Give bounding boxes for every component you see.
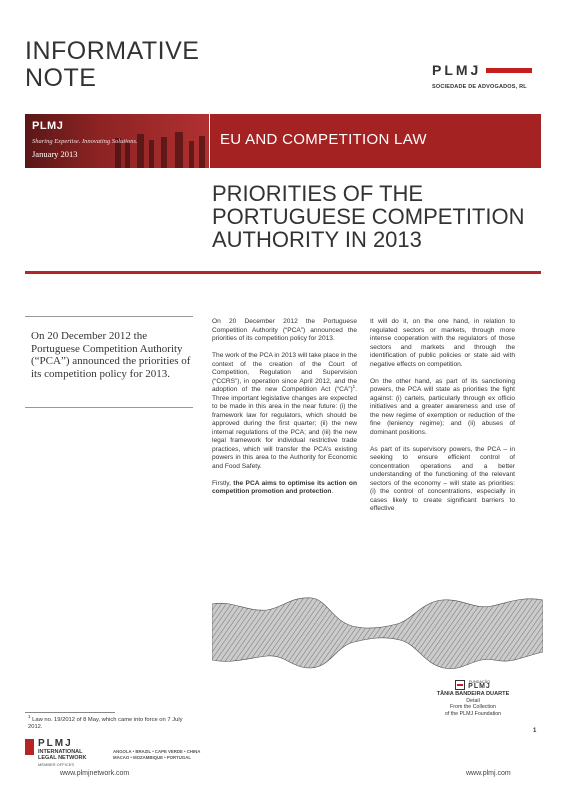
logo-text: PLMJ <box>432 62 482 78</box>
footnote-ref: 1 <box>352 383 356 389</box>
section-title: EU AND COMPETITION LAW <box>220 131 427 148</box>
paragraph: Firstly, the PCA aims to optimise its action on competition promotion and protection. <box>212 479 357 495</box>
intro-text: On 20 December 2012 the Portuguese Competition Authority (“PCA”) announced the priorities of its competition policy for 2013. <box>31 330 191 380</box>
foundation-brand: PLMJ <box>468 683 491 690</box>
doc-type-line2: NOTE <box>25 64 97 92</box>
banner-date: January 2013 <box>32 149 78 159</box>
foundation-label: FUNDAÇÃO <box>468 680 491 684</box>
artist-name: TÂNIA BANDEIRA DUARTE <box>436 691 510 698</box>
footnote-divider <box>25 712 115 713</box>
page-number: 1 <box>533 728 537 734</box>
caption-line: Detail <box>466 697 480 704</box>
intro-callout <box>25 316 193 408</box>
footnote-marker: 1 <box>28 714 31 720</box>
body-column-middle <box>212 318 357 505</box>
caption-line: From the Collection <box>450 704 496 711</box>
title-divider <box>25 271 541 274</box>
section-banner <box>210 114 541 168</box>
paragraph: On the other hand, as part of its sanctioning powers, the PCA will state as priorities the fight against: (i) cartels, particularly through ex officio initiatives and a greater awareness and use of the new regime of exemption or reduction of the fine (leniency regime); and (ii) abuses of dominant positions. <box>370 377 515 436</box>
paragraph: On 20 December 2012 the Portuguese Competition Authority (“PCA”) announced the priorities of its competition policy for 2013. <box>212 318 357 342</box>
artwork-caption <box>413 680 533 717</box>
artwork-image <box>212 582 543 680</box>
paragraph: The work of the PCA in 2013 will take place in the context of the creation of the Court of Competition, Regulation and Supervision (“CCRS”), in operation since April 2012, and the adoption of the new Competition Act (“CA”)$^1$. Three important legislative changes are expected to be made in this area in the near future: (i) the framework law for regulators, which should be approved during the first quarter; (ii) the new internal regulations of the PCA; and (iii) the new legal framework for individual restrictive trade practices, which will transfer the PCA’s existing powers in this area to the Authority for Economic and Food Safety. <box>212 352 357 470</box>
foundation-logo-icon <box>455 680 465 690</box>
title-line3: AUTHORITY IN 2013 <box>212 227 422 252</box>
network-member-offices: MEMBER OFFICES <box>38 762 75 767</box>
title-line2: PORTUGUESE COMPETITION <box>212 204 525 229</box>
logo-red-bar <box>486 68 532 73</box>
banner-brand: PLMJ <box>32 120 64 132</box>
network-logo <box>25 738 225 768</box>
network-mark-icon <box>25 739 34 755</box>
network-line2: LEGAL NETWORK <box>38 755 87 761</box>
banner-tagline: Sharing Expertise. Innovating Solutions. <box>32 138 138 145</box>
plmj-logo <box>432 62 542 90</box>
title-line1: PRIORITIES OF THE <box>212 181 424 206</box>
body-column-right <box>370 318 515 522</box>
main-title <box>212 182 542 251</box>
paragraph: As part of its supervisory powers, the PCA – in seeking to ensure efficient control of concentration operations and a better understanding of the functioning of the relevant sectors of the economy – will state as priorities: (i) the control of concentrations, especially in cases likely to create significant barriers to effective <box>370 445 515 512</box>
caption-line: of the PLMJ Foundation <box>444 710 502 717</box>
footer-network-link[interactable]: www.plmjnetwork.com <box>60 770 130 777</box>
emphasis: the PCA aims to optimise its action on competition promotion and protection <box>212 479 357 495</box>
logo-subtitle: SOCIEDADE DE ADVOGADOS, RL <box>432 84 527 90</box>
footnote-text: Law no. 19/2012 of 8 May, which came into force on 7 July 2012. <box>28 717 183 730</box>
network-line1: INTERNATIONAL <box>38 749 83 755</box>
network-countries: ANGOLA • BRAZIL • CAPE VERDE • CHINA MACAO • MOZAMBIQUE • PORTUGAL <box>113 749 201 760</box>
footnote <box>28 714 198 731</box>
doc-type-line1: INFORMATIVE <box>25 37 200 65</box>
footer-website-link[interactable]: www.plmj.com <box>466 770 511 777</box>
document-type-heading <box>25 38 199 92</box>
banner-photo <box>25 114 209 168</box>
network-brand: PLMJ <box>38 738 73 749</box>
paragraph: It will do it, on the one hand, in relation to regulated sectors or markets, through more intense cooperation with the regulators of those sectors and markets and through the identification of public policies or state aid with negative effects on competition. <box>370 318 515 368</box>
